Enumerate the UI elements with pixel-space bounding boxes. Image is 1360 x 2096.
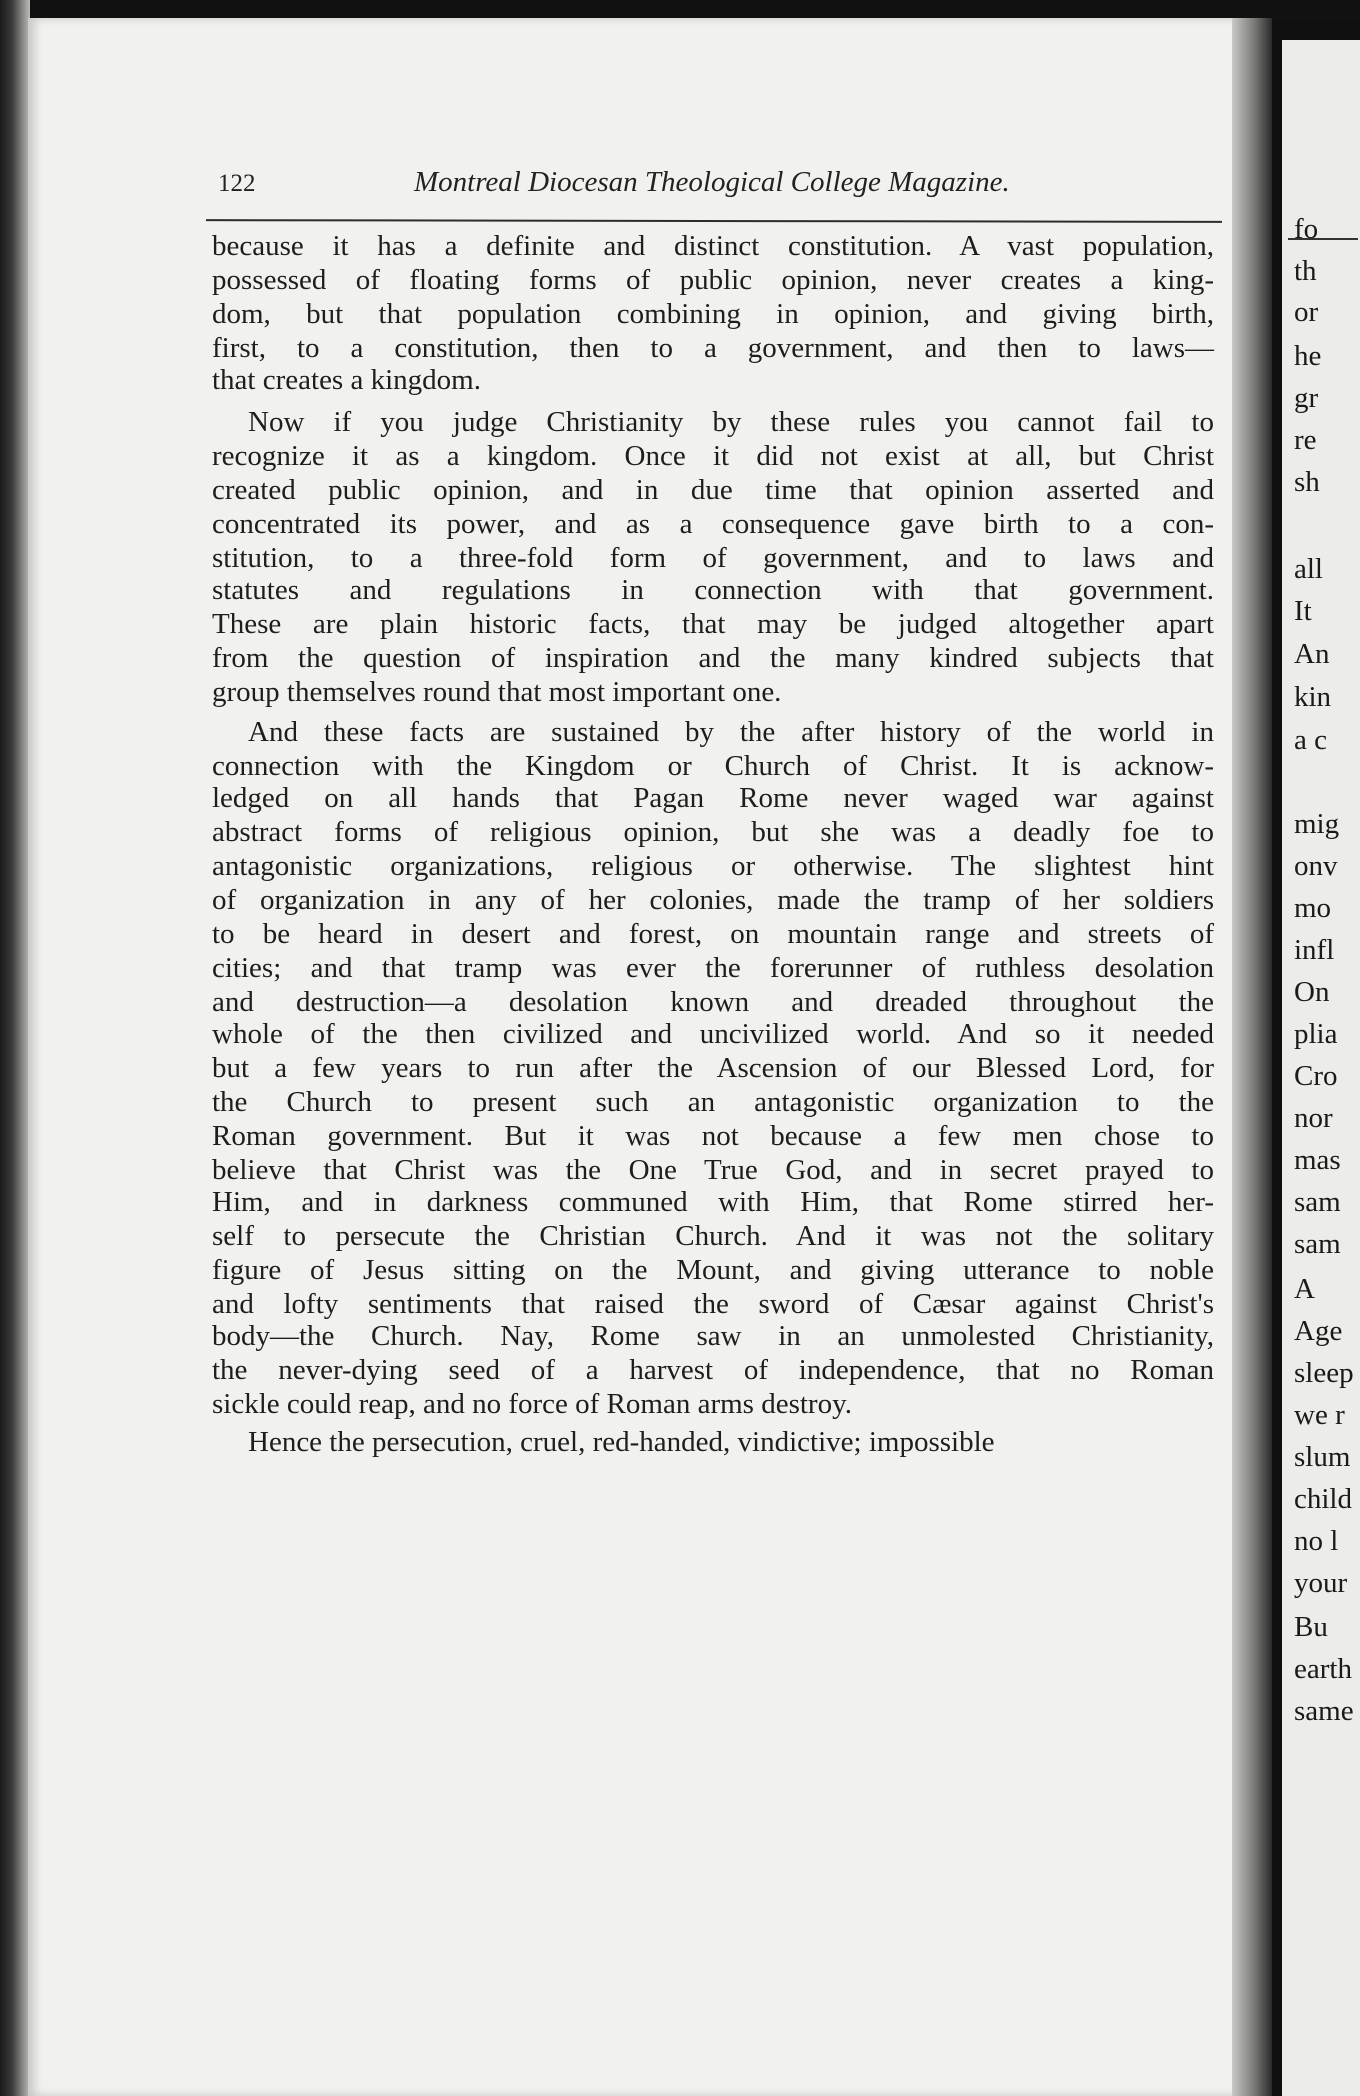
text-line: sickle could reap, and no force of Roman arms destroy. (212, 1388, 852, 1420)
text-line: Now if you judge Christianity by these rules you cannot fail to (248, 406, 1214, 438)
facing-text-fragment: Bu (1294, 1611, 1328, 1643)
facing-text-fragment: Age (1294, 1315, 1343, 1347)
text-line: possessed of floating forms of public opinion, never creates a king- (212, 264, 1214, 296)
facing-text-fragment: plia (1294, 1018, 1338, 1050)
facing-text-fragment: same (1294, 1695, 1354, 1727)
text-line: the never-dying seed of a harvest of independence, that no Roman (212, 1354, 1214, 1386)
text-line: first, to a constitution, then to a government, and then to laws— (212, 332, 1214, 364)
text-line: abstract forms of religious opinion, but she was a deadly foe to (212, 816, 1214, 848)
facing-text-fragment: we r (1294, 1399, 1345, 1431)
facing-text-fragment: mo (1294, 892, 1332, 924)
facing-text-fragment: sam (1294, 1228, 1341, 1260)
facing-text-fragment: onv (1294, 850, 1338, 882)
text-line: Him, and in darkness communed with Him, that Rome stirred her- (212, 1186, 1214, 1218)
text-line: body—the Church. Nay, Rome saw in an unmolested Christianity, (212, 1320, 1214, 1352)
facing-text-fragment: th (1294, 255, 1317, 287)
facing-text-fragment: mas (1294, 1144, 1341, 1176)
facing-text-fragment: he (1294, 340, 1322, 372)
facing-text-fragment: sh (1294, 466, 1320, 498)
book-spine-edge (0, 0, 30, 2096)
text-line: ledged on all hands that Pagan Rome never waged war against (212, 782, 1214, 814)
facing-text-fragment: mig (1294, 808, 1340, 840)
text-line: believe that Christ was the One True God, and in secret prayed to (212, 1154, 1214, 1186)
facing-text-fragment: earth (1294, 1653, 1352, 1685)
facing-text-fragment: A (1294, 1273, 1315, 1305)
facing-text-fragment: re (1294, 424, 1317, 456)
text-line: cities; and that tramp was ever the forerunner of ruthless desolation (212, 952, 1214, 984)
facing-text-fragment: no l (1294, 1525, 1339, 1557)
facing-text-fragment: fo (1294, 213, 1319, 245)
facing-text-fragment: sleep (1294, 1357, 1354, 1389)
text-line: and destruction—a desolation known and dreaded throughout the (212, 986, 1214, 1018)
text-line: These are plain historic facts, that may be judged altogether apart (212, 608, 1214, 640)
facing-text-fragment: An (1294, 638, 1330, 670)
text-line: Hence the persecution, cruel, red-handed, vindictive; impossible (248, 1426, 995, 1458)
text-line: recognize it as a kingdom. Once it did not exist at all, but Christ (212, 440, 1214, 472)
facing-text-fragment: your (1294, 1567, 1348, 1599)
text-line: stitution, to a three-fold form of government, and to laws and (212, 542, 1214, 574)
facing-text-fragment: sam (1294, 1186, 1341, 1218)
facing-text-fragment: nor (1294, 1102, 1333, 1134)
text-line: concentrated its power, and as a consequence gave birth to a con- (212, 508, 1214, 540)
text-line: And these facts are sustained by the after history of the world in (248, 716, 1214, 748)
text-line: dom, but that population combining in opinion, and giving birth, (212, 298, 1214, 330)
facing-text-fragment: all (1294, 553, 1323, 585)
running-title: Montreal Diocesan Theological College Magazine. (414, 166, 1010, 198)
text-line: and lofty sentiments that raised the sword of Cæsar against Christ's (212, 1288, 1214, 1320)
text-line: the Church to present such an antagonistic organization to the (212, 1086, 1214, 1118)
text-line: that creates a kingdom. (212, 364, 481, 396)
facing-text-fragment: It (1294, 595, 1312, 627)
text-line: connection with the Kingdom or Church of Christ. It is acknow- (212, 750, 1214, 782)
facing-text-fragment: On (1294, 976, 1330, 1008)
text-line: figure of Jesus sitting on the Mount, and giving utterance to noble (212, 1254, 1214, 1286)
text-line: because it has a definite and distinct constitution. A vast population, (212, 230, 1214, 262)
text-line: statutes and regulations in connection with that government. (212, 574, 1214, 606)
facing-text-fragment: gr (1294, 382, 1319, 414)
facing-text-fragment: kin (1294, 681, 1332, 713)
text-line: whole of the then civilized and uncivilized world. And so it needed (212, 1018, 1214, 1050)
text-line: from the question of inspiration and the many kindred subjects that (212, 642, 1214, 674)
text-line: Roman government. But it was not because a few men chose to (212, 1120, 1214, 1152)
text-line: self to persecute the Christian Church. And it was not the solitary (212, 1220, 1214, 1252)
facing-text-fragment: infl (1294, 934, 1335, 966)
facing-page (1282, 40, 1360, 2096)
page-number: 122 (218, 170, 256, 197)
text-line: antagonistic organizations, religious or otherwise. The slightest hint (212, 850, 1214, 882)
facing-text-fragment: a c (1294, 724, 1327, 756)
text-line: group themselves round that most important one. (212, 676, 782, 708)
text-line: to be heard in desert and forest, on mountain range and streets of (212, 918, 1214, 950)
facing-text-fragment: Cro (1294, 1060, 1338, 1092)
facing-text-fragment: or (1294, 296, 1319, 328)
text-line: but a few years to run after the Ascension of our Blessed Lord, for (212, 1052, 1214, 1084)
page-gutter-shadow (1232, 18, 1272, 2096)
text-line: created public opinion, and in due time that opinion asserted and (212, 474, 1214, 506)
facing-text-fragment: slum (1294, 1441, 1351, 1473)
text-line: of organization in any of her colonies, made the tramp of her soldiers (212, 884, 1214, 916)
facing-text-fragment: child (1294, 1483, 1352, 1515)
